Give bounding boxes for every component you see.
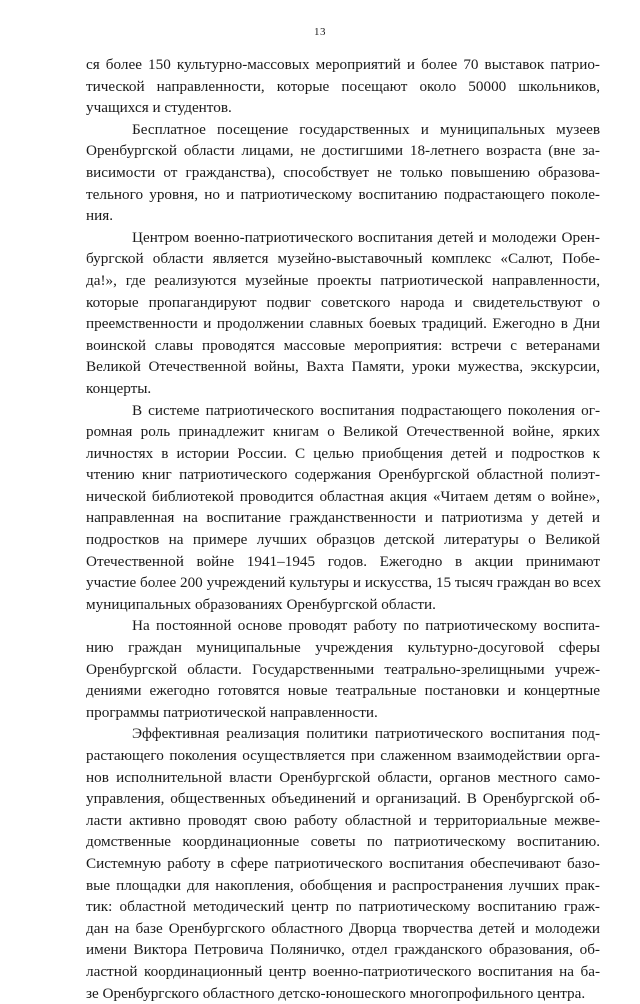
text-line: тической направленности, которые посещают около 50000 школьников, [86, 77, 600, 95]
text-line: личностях в истории России. С целью приобщения детей и подростков к [86, 444, 600, 462]
text-line: Системную работу в сфере патриотического воспитания обеспечивают базо- [86, 854, 600, 872]
text-line: вые площадки для накопления, обобщения и распространения лучших прак- [86, 876, 600, 894]
paragraph [86, 723, 600, 1004]
text-line: домственные координационные советы по патриотическому воспитанию. [86, 833, 600, 851]
text-line: Эффективная реализация политики патриотического воспитания под- [132, 725, 600, 743]
text-line: воинской славы проводятся массовые мероприятия: встречи с ветеранами [86, 336, 600, 354]
text-line: В системе патриотического воспитания подрастающего поколения ог- [132, 401, 600, 419]
paragraph [86, 400, 600, 616]
text-line: ласти активно проводят свою работу областной и территориальные межве- [86, 811, 600, 829]
text-line: нию граждан муниципальные учреждения культурно-досуговой сферы [86, 639, 600, 657]
text-line: тельного уровня, но и патриотическому воспитанию подрастающего поколе- [86, 185, 600, 203]
text-line: нической библиотекой проводится областная акция «Читаем детям о войне», [86, 487, 600, 505]
text-line: которые пропагандируют подвиг советского народа и свидетельствуют о [86, 293, 600, 311]
text-line: направленная на воспитание гражданственности и патриотизма у детей и [86, 509, 600, 527]
text-line: муниципальных образованиях Оренбургской области. [86, 595, 436, 613]
paragraph [86, 54, 600, 119]
text-line: На постоянной основе проводят работу по патриотическому воспита- [132, 617, 600, 635]
text-line: тик: областной методический центр по патриотическому воспитанию граж- [86, 898, 600, 916]
text-line: имени Виктора Петровича Поляничко, отдел гражданского образования, об- [86, 941, 600, 959]
text-line: висимости от гражданства), способствует не только повышению образова- [86, 163, 600, 181]
text-line: Оренбургской области лицами, не достигшими 18-летнего возраста (вне за- [86, 142, 600, 160]
text-line: ся более 150 культурно-массовых мероприятий и более 70 выставок патрио- [86, 56, 600, 73]
text-line: ния. [86, 207, 114, 225]
text-line: чтению книг патриотического содержания Оренбургской областной полиэт- [86, 466, 600, 484]
text-line: Центром военно-патриотического воспитания детей и молодежи Орен- [132, 228, 600, 246]
paragraph [86, 615, 600, 723]
text-line: Отечественной войне 1941–1945 годов. Ежегодно в акции принимают [86, 552, 600, 570]
text-line: нов исполнительной власти Оренбургской области, органов местного само- [86, 768, 600, 786]
text-line: преемственности и продолжении славных боевых традиций. Ежегодно в Дни [86, 315, 600, 333]
text-line: концерты. [86, 379, 152, 397]
text-line: Оренбургской области. Государственными театрально-зрелищными учреж- [86, 660, 600, 678]
text-line: подростков на примере лучших образцов детской литературы о Великой [86, 531, 600, 549]
text-line: ластной координационный центр военно-патриотического воспитания на ба- [86, 962, 600, 980]
paragraph [86, 227, 600, 400]
text-line: Великой Отечественной войны, Вахта Памяти, уроки мужества, экскурсии, [86, 358, 600, 376]
paragraph [86, 119, 600, 227]
text-line: дениями ежегодно готовятся новые театральные постановки и концертные [86, 682, 600, 700]
text-line: дан на базе Оренбургского областного Дворца творчества детей и молодежи [86, 919, 600, 937]
text-line: учащихся и студентов. [86, 99, 232, 117]
text-line: растающего поколения осуществляется при слаженном взаимодействии орга- [86, 747, 600, 764]
text-line: участие более 200 учреждений культуры и искусства, 15 тысяч граждан во всех [86, 574, 601, 592]
text-line: да!», где реализуются музейные проекты патриотической направленности, [86, 271, 600, 289]
text-line: бургской области является музейно-выставочный комплекс «Салют, Побе- [86, 250, 600, 268]
page-number: 13 [314, 26, 326, 38]
text-line: зе Оренбургского областного детско-юношеского многопрофильного центра. [86, 984, 586, 1002]
text-line: Бесплатное посещение государственных и муниципальных музеев [132, 120, 600, 138]
text-line: программы патриотической направленности. [86, 703, 378, 721]
document-body [86, 54, 600, 1004]
text-line: ромная роль принадлежит книгам о Великой Отечественной войне, ярких [86, 423, 600, 441]
text-line: управления, общественных объединений и организаций. В Оренбургской об- [86, 790, 600, 808]
